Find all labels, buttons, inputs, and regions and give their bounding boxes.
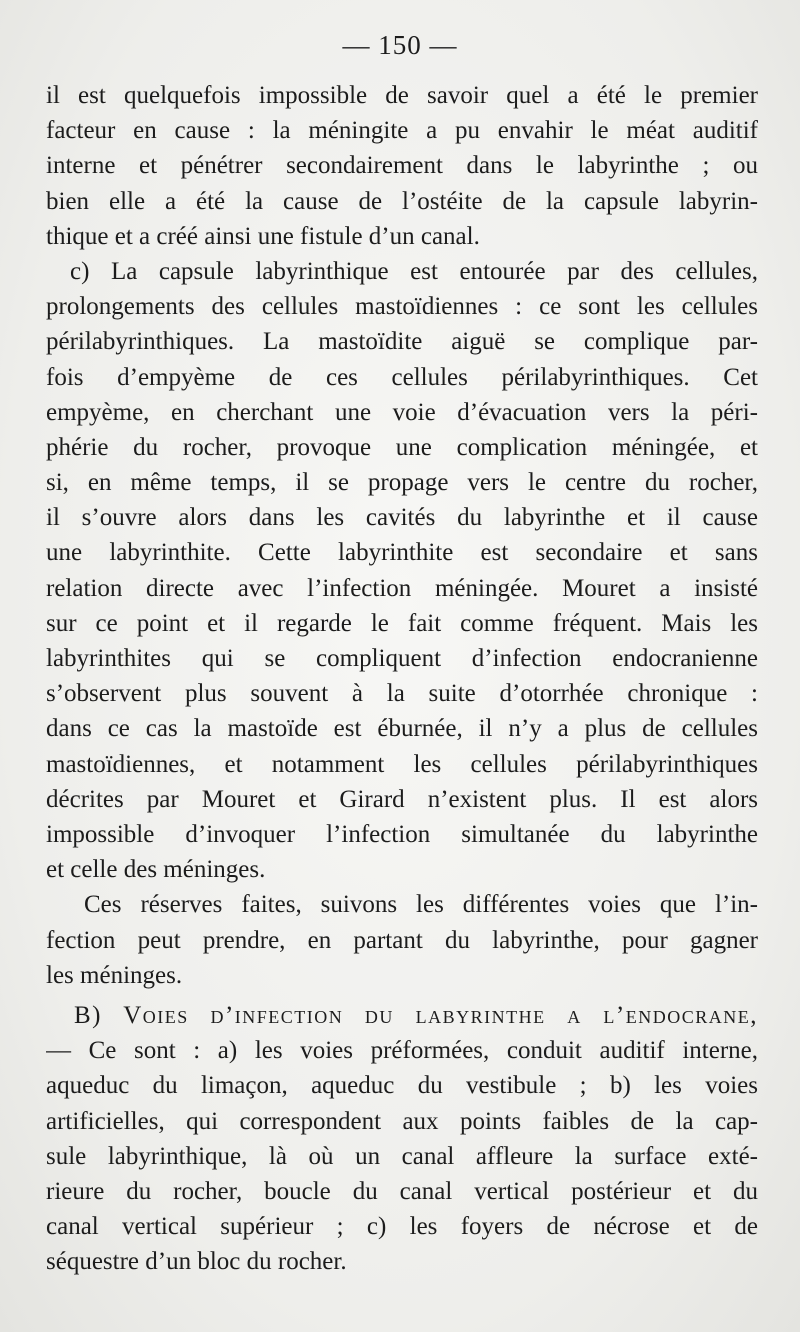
text-line: B) Voies d’infection du labyrinthe a l’endocrane, bbox=[74, 1002, 758, 1029]
text-line: canal vertical supérieur ; c) les foyers de nécrose et de bbox=[46, 1213, 758, 1241]
text-line: artificielles, qui correspondent aux points faibles de la cap- bbox=[46, 1107, 758, 1135]
text-line: sur ce point et il regarde le fait comme fréquent. Mais les bbox=[46, 609, 758, 637]
paragraph-block-lower bbox=[46, 998, 758, 1280]
page-number: — 150 — bbox=[342, 30, 458, 60]
text-line: phérie du rocher, provoque une complication méningée, et bbox=[46, 433, 758, 461]
text-line: empyème, en cherchant une voie d’évacuation vers la péri- bbox=[46, 398, 758, 426]
text-line: fois d’empyème de ces cellules périlabyrinthiques. Cet bbox=[46, 363, 758, 391]
text-line: bien elle a été la cause de l’ostéite de la capsule labyrin- bbox=[46, 187, 758, 215]
text-line: facteur en cause : la méningite a pu envahir le méat auditif bbox=[46, 117, 758, 145]
text-line: impossible d’invoquer l’infection simultanée du labyrinthe bbox=[46, 820, 758, 848]
text-line: aqueduc du limaçon, aqueduc du vestibule ; b) les voies bbox=[46, 1072, 758, 1100]
text-line: rieure du rocher, boucle du canal vertical postérieur et du bbox=[46, 1177, 758, 1205]
text-line: labyrinthites qui se compliquent d’infection endocranienne bbox=[46, 645, 758, 672]
text-line: s’observent plus souvent à la suite d’otorrhée chronique : bbox=[46, 680, 758, 708]
text-line: et celle des méninges. bbox=[46, 856, 266, 884]
text-line: interne et pénétrer secondairement dans le labyrinthe ; ou bbox=[46, 152, 758, 180]
paragraph-block-upper bbox=[46, 78, 758, 993]
text-line: décrites par Mouret et Girard n’existent plus. Il est alors bbox=[46, 785, 758, 813]
text-line: dans ce cas la mastoïde est éburnée, il n’y a plus de cellules bbox=[46, 715, 758, 743]
text-line: mastoïdiennes, et notamment les cellules périlabyrinthiques bbox=[46, 750, 758, 778]
text-line: prolongements des cellules mastoïdiennes : ce sont les cellules bbox=[46, 293, 758, 321]
text-line: sule labyrinthique, là où un canal affleure la surface exté- bbox=[46, 1142, 758, 1170]
text-line: relation directe avec l’infection méningée. Mouret a insisté bbox=[46, 574, 758, 602]
text-line: fection peut prendre, en partant du labyrinthe, pour gagner bbox=[46, 926, 758, 954]
text-line: périlabyrinthiques. La mastoïdite aiguë se complique par- bbox=[46, 328, 758, 356]
text-line: — Ce sont : a) les voies préformées, conduit auditif interne, bbox=[46, 1037, 758, 1065]
text-line: c) La capsule labyrinthique est entourée par des cellules, bbox=[70, 257, 758, 285]
text-line: thique et a créé ainsi une fistule d’un canal. bbox=[46, 222, 480, 250]
text-line: il s’ouvre alors dans les cavités du labyrinthe et il cause bbox=[46, 504, 758, 532]
text-line: Ces réserves faites, suivons les différentes voies que l’in- bbox=[84, 891, 758, 919]
text-line: il est quelquefois impossible de savoir quel a été le premier bbox=[46, 82, 758, 109]
text-line: une labyrinthite. Cette labyrinthite est secondaire et sans bbox=[46, 539, 758, 567]
text-line: les méninges. bbox=[46, 961, 183, 989]
text-line: si, en même temps, il se propage vers le centre du rocher, bbox=[46, 469, 758, 497]
text-line: séquestre d’un bloc du rocher. bbox=[46, 1248, 347, 1276]
